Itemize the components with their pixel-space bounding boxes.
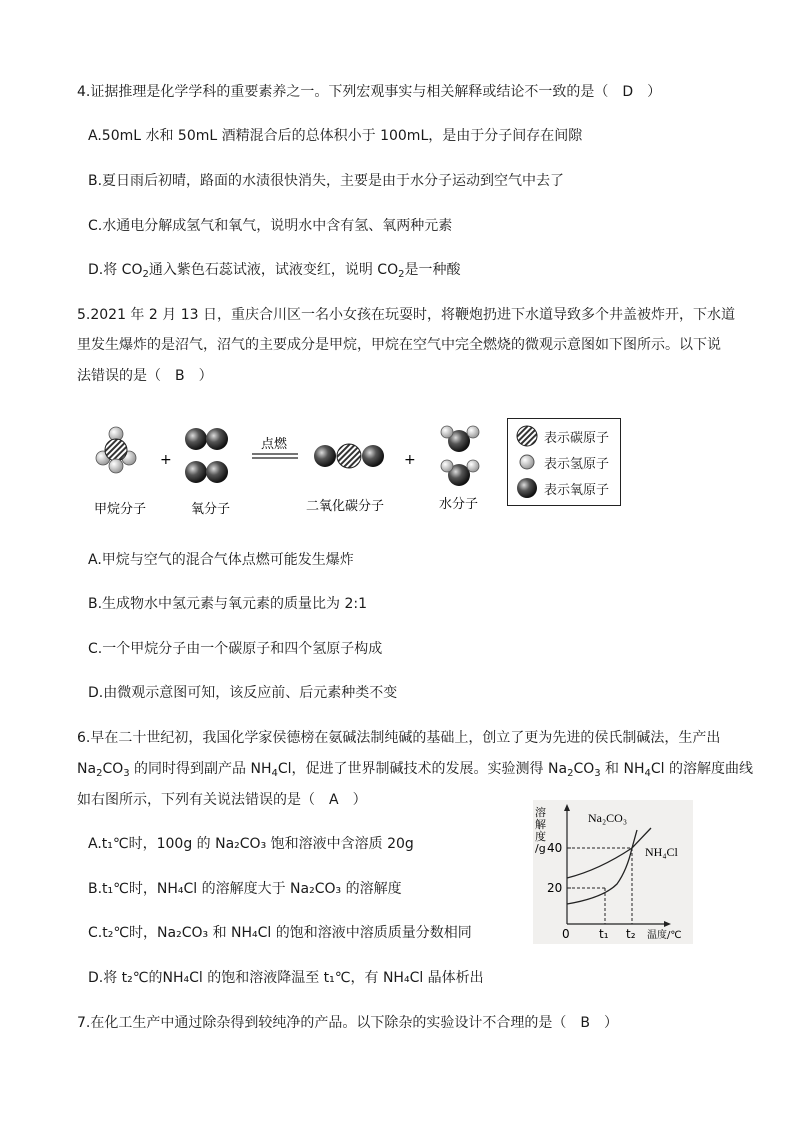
question-5-answer: B (175, 368, 185, 384)
q6-na: Na (77, 761, 97, 777)
legend-hydrogen (516, 451, 609, 473)
question-4-answer: D (622, 84, 634, 100)
plus-sign: + (160, 452, 172, 468)
y-axis-label: 溶解度/g (535, 806, 546, 855)
hydrogen-atom (467, 460, 479, 472)
x-axis-arrow (664, 921, 671, 927)
q6-sub: 3 (123, 768, 130, 779)
question-6-line2 (77, 759, 753, 779)
q4-d-sub1: 2 (142, 269, 149, 280)
co2-label: 二氧化碳分子 (306, 499, 385, 514)
nh4cl-label: NH₄Cl (645, 845, 678, 859)
q5-option-b: B.生成物水中氢元素与氧元素的质量比为 2:1 (88, 596, 368, 612)
oxygen-atom-icon (516, 477, 538, 499)
question-4-stem (77, 82, 661, 102)
solubility-graph (533, 800, 693, 944)
t1-label: t₁ (599, 927, 609, 941)
q6-option-b: B.t₁℃时，NH₄Cl 的溶解度大于 Na₂CO₃ 的溶解度 (88, 881, 402, 897)
x-axis-label: 温度/℃ (647, 930, 682, 941)
oxygen-atom (206, 461, 228, 483)
hydrogen-atom (467, 426, 479, 438)
q6-sub: 2 (567, 768, 574, 779)
legend-hydrogen-label: 表示氢原子 (544, 456, 610, 472)
q6-sub: 2 (96, 768, 103, 779)
question-7-text: 7.在化工生产中通过除杂得到较纯净的产品。以下除杂的实验设计不合理的是（ (77, 1015, 567, 1031)
carbon-atom-icon (516, 425, 538, 447)
carbon-atom (105, 439, 127, 461)
q4-d-sub2: 2 (398, 269, 405, 280)
question-7-answer: B (580, 1015, 590, 1031)
origin-label: 0 (562, 927, 570, 941)
oxygen-atom (185, 461, 207, 483)
q5-option-d: D.由微观示意图可知，该反应前、后元素种类不变 (88, 685, 398, 701)
q5-option-c: C.一个甲烷分子由一个碳原子和四个氢原子构成 (88, 641, 383, 657)
oxygen-atom (362, 445, 384, 467)
y-axis-arrow (564, 804, 570, 811)
question-6-answer: A (329, 792, 339, 808)
water-label: 水分子 (439, 497, 479, 512)
hydrogen-atom (441, 426, 453, 438)
question-6-text: 如右图所示，下列有关说法错误的是（ (77, 792, 315, 808)
methane-molecule (96, 427, 136, 473)
paren-close: ） (603, 1015, 618, 1031)
legend-oxygen-label: 表示氧原子 (544, 482, 610, 498)
q6-text: 和 NH (600, 761, 645, 777)
question-6-line3 (77, 790, 367, 810)
methane-label: 甲烷分子 (94, 502, 147, 517)
q6-option-d: D.将 t₂℃的NH₄Cl 的饱和溶液降温至 t₁℃，有 NH₄Cl 晶体析出 (88, 970, 484, 986)
q4-d-part3: 是一种酸 (404, 262, 461, 278)
paren-close: ） (352, 792, 367, 808)
question-4-text: 4.证据推理是化学学科的重要素养之一。下列宏观事实与相关解释或结论不一致的是（ (77, 84, 609, 100)
t2-label: t₂ (626, 927, 636, 941)
q4-option-d (88, 260, 460, 280)
hydrogen-atom (109, 459, 123, 473)
q5-option-a: A.甲烷与空气的混合气体点燃可能发生爆炸 (88, 552, 354, 568)
question-5-line2: 里发生爆炸的是沼气，沼气的主要成分是甲烷，甲烷在空气中完全燃烧的微观示意图如下图所示。以下说 (77, 337, 721, 353)
question-5-line3 (77, 366, 213, 386)
q6-text: 的同时得到副产品 NH (129, 761, 272, 777)
co2-molecule (314, 444, 384, 468)
q4-option-a: A.50mL 水和 50mL 酒精混合后的总体积小于 100mL，是由于分子间存在间隙 (88, 128, 583, 144)
q6-option-c: C.t₂℃时，Na₂CO₃ 和 NH₄Cl 的饱和溶液中溶质质量分数相同 (88, 925, 472, 941)
q6-co: CO (573, 761, 595, 777)
q6-sub: 4 (271, 768, 278, 779)
question-5-line1: 5.2021 年 2 月 13 日，重庆合川区一名小女孩在玩耍时，将鞭炮扔进下水道导致多个井盖被炸开，下水道 (77, 307, 735, 323)
na2co3-label: Na₂CO₃ (588, 811, 628, 825)
q6-sub: 4 (644, 768, 651, 779)
reaction-condition: 点燃 (261, 437, 288, 452)
question-7-stem (77, 1013, 618, 1033)
q4-d-part1: D.将 CO (88, 262, 143, 278)
oxygen-atom (185, 428, 207, 450)
q6-option-a: A.t₁℃时，100g 的 Na₂CO₃ 饱和溶液中含溶质 20g (88, 836, 414, 852)
question-6-line1: 6.早在二十世纪初，我国化学家侯德榜在氨碱法制纯碱的基础上，创立了更为先进的侯氏制碱法，生产出 (77, 730, 721, 746)
solubility-graph-svg (533, 800, 693, 944)
oxygen-molecules (185, 428, 228, 483)
q6-text: Cl，促进了世界制碱技术的发展。实验测得 Na (277, 761, 568, 777)
q6-text: Cl 的溶解度曲线 (650, 761, 754, 777)
nh4cl-curve (567, 828, 651, 878)
oxygen-atom (206, 428, 228, 450)
plus-sign: + (404, 452, 416, 468)
atom-legend (507, 418, 621, 506)
q4-option-c: C.水通电分解成氢气和氧气，说明水中含有氢、氧两种元素 (88, 218, 453, 234)
hydrogen-atom (441, 460, 453, 472)
legend-oxygen (516, 477, 609, 499)
paren-close: ） (647, 84, 662, 100)
legend-carbon-label: 表示碳原子 (544, 430, 610, 446)
hydrogen-atom-icon (516, 451, 538, 473)
q6-sub: 3 (594, 768, 601, 779)
paren-close: ） (198, 368, 213, 384)
oxygen-label: 氧分子 (191, 502, 231, 517)
y-label-40: 40 (547, 841, 563, 855)
carbon-atom (337, 444, 361, 468)
q4-d-part2: 通入紫色石蕊试液，试液变红，说明 CO (148, 262, 399, 278)
water-molecules (441, 426, 479, 486)
y-label-20: 20 (547, 881, 563, 895)
q6-co: CO (102, 761, 124, 777)
question-5-text: 法错误的是（ (77, 368, 161, 384)
na2co3-curve (567, 830, 637, 904)
legend-carbon (516, 425, 609, 447)
q4-option-b: B.夏日雨后初晴，路面的水渍很快消失，主要是由于水分子运动到空气中去了 (88, 173, 565, 189)
oxygen-atom (314, 445, 336, 467)
